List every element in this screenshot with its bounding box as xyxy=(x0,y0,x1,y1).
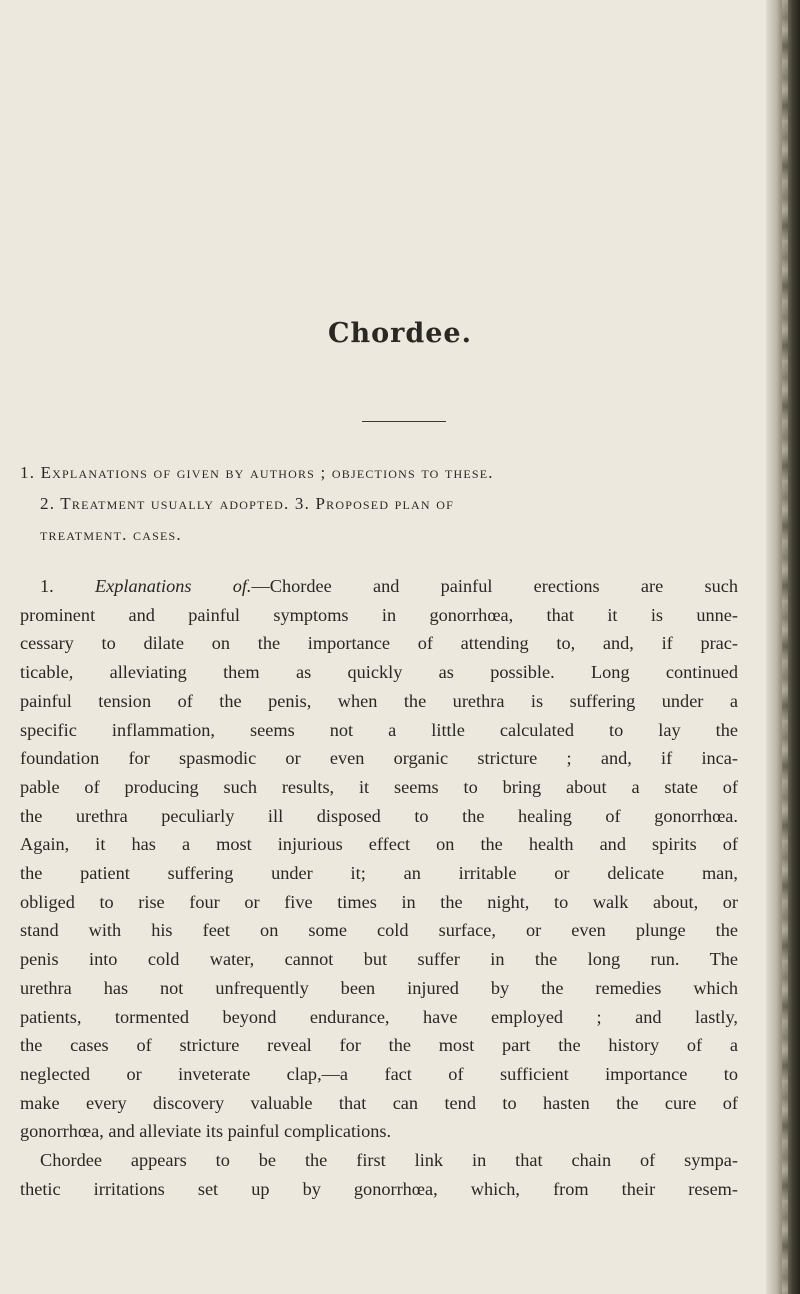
paragraph1-first-line xyxy=(20,572,738,601)
body-line: patients, tormented beyond endurance, have employed ; and lastly, xyxy=(20,1006,738,1027)
body-line: specific inflammation, seems not a little calculated to lay the xyxy=(20,719,738,740)
body-line: prominent and painful symptoms in gonorrhœa, that it is unne- xyxy=(20,604,738,625)
heading-divider xyxy=(362,421,446,422)
chapter-contents xyxy=(20,457,738,550)
body-line: Chordee appears to be the first link in that chain of sympa- xyxy=(40,1150,738,1171)
body-line: penis into cold water, cannot but suffer in the long run. The xyxy=(20,949,738,970)
body-line: cessary to dilate on the importance of attending to, and, if prac- xyxy=(20,633,738,654)
contents-line: 1. Explanations of given by authors ; objections to these. xyxy=(20,463,494,482)
body-line: painful tension of the penis, when the urethra is suffering under a xyxy=(20,690,738,711)
body-line: urethra has not unfrequently been injured by the remedies which xyxy=(20,977,738,998)
contents-line: treatment. cases. xyxy=(40,525,182,544)
chapter-heading: Chordee. xyxy=(328,318,472,349)
first-line-text: —Chordee and painful erections are such xyxy=(251,576,738,596)
section-number: 1. xyxy=(40,576,54,596)
body-line: neglected or inveterate clap,—a fact of sufficient importance to xyxy=(20,1063,738,1084)
body-line: make every discovery valuable that can tend to hasten the cure of xyxy=(20,1092,738,1113)
body-line: the cases of stricture reveal for the most part the history of a xyxy=(20,1035,738,1056)
body-line: foundation for spasmodic or even organic stricture ; and, if inca- xyxy=(20,748,738,769)
body-line: gonorrhœa, and alleviate its painful complications. xyxy=(20,1121,392,1142)
contents-line: 2. Treatment usually adopted. 3. Proposed plan of xyxy=(40,494,454,513)
body-line: Again, it has a most injurious effect on the health and spirits of xyxy=(20,834,738,855)
body-line: thetic irritations set up by gonorrhœa, which, from their resem- xyxy=(20,1178,738,1199)
section-title: Explanations of. xyxy=(94,576,252,596)
chapter-body xyxy=(20,572,738,1203)
body-line: stand with his feet on some cold surface, or even plunge the xyxy=(20,920,738,941)
body-line: the urethra peculiarly ill disposed to the healing of gonorrhœa. xyxy=(20,805,738,826)
body-line: the patient suffering under it; an irritable or delicate man, xyxy=(20,863,738,884)
body-line: ticable, alleviating them as quickly as possible. Long continued xyxy=(20,662,738,683)
body-line: obliged to rise four or five times in the night, to walk about, or xyxy=(20,891,738,912)
book-spine-texture xyxy=(782,0,788,1294)
body-line: pable of producing such results, it seems to bring about a state of xyxy=(20,776,738,797)
